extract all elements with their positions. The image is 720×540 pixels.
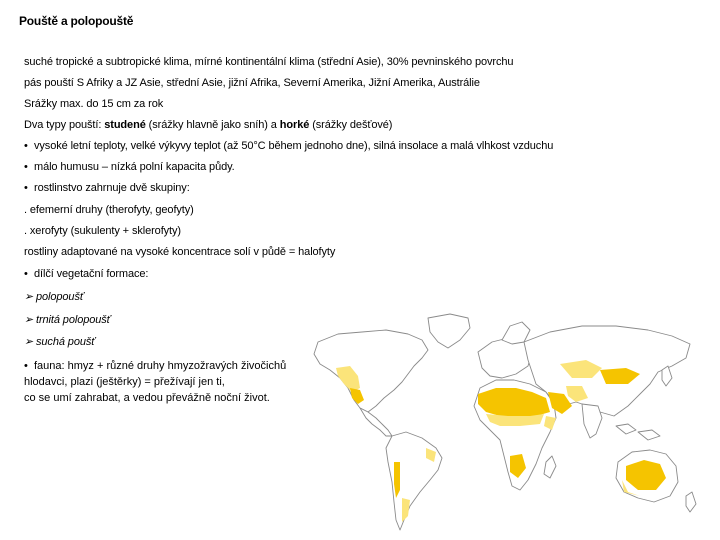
humus-bullet: [24, 161, 235, 173]
distribution-text: pás pouští S Afriky a JZ Asie, střední Asie, jižní Afrika, Severní Amerika, Jižní Amerika, Austrálie: [24, 77, 480, 89]
hot-desert-term: horké: [279, 119, 310, 131]
formation-item: [24, 335, 95, 348]
fauna-paragraph: [24, 358, 286, 406]
desert-types-middle: (srážky hlavně jako sníh) a: [145, 119, 280, 131]
formation-item: [24, 313, 110, 326]
climate-text: suché tropické a subtropické klima, mírné kontinentální klima (střední Asie), 30% pevninského povrchu: [24, 56, 514, 68]
formation-item: [24, 290, 84, 303]
desert-types-prefix: Dva typy pouští:: [24, 119, 105, 131]
landmass-north-america: [314, 330, 428, 412]
arrowhead-icon: ➢: [24, 336, 34, 348]
formations-bullet: [24, 268, 148, 280]
fauna-line: co se umí zahrabat, a vedou převážně noční život.: [24, 392, 270, 404]
landmass-new-zealand: [686, 492, 696, 512]
vegetation-text: rostlinstvo zahrnuje dvě skupiny:: [34, 182, 190, 194]
landmass-scandinavia: [502, 322, 530, 344]
page-title: Pouště a polopouště: [19, 14, 134, 28]
landmass-central-america: [360, 408, 392, 436]
formation-thorny: trnitá polopoušť: [36, 314, 111, 326]
formation-semidesert: polopoušť: [36, 291, 84, 303]
world-desert-map: [310, 312, 702, 537]
temperature-text: vysoké letní teploty, velké výkyvy teplot (až 50°C během jednoho dne), silná insolace a malá vlhkost vzduchu: [34, 140, 554, 152]
landmass-japan: [662, 366, 672, 386]
bullet-icon: •: [24, 360, 28, 372]
ephemeral-text: . efemerní druhy (therofyty, geofyty): [24, 204, 194, 216]
formations-text: dílčí vegetační formace:: [34, 268, 149, 280]
xerophytes-text: . xerofyty (sukulenty + sklerofyty): [24, 225, 181, 237]
humus-text: málo humusu – nízká polní kapacita půdy.: [34, 161, 235, 173]
desert-patagonia: [402, 498, 410, 522]
desert-types-text: [24, 119, 392, 131]
cold-desert-term: studené: [104, 119, 146, 131]
halophytes-text: rostliny adaptované na vysoké koncentrace solí v půdě = halofyty: [24, 246, 336, 258]
arrowhead-icon: ➢: [24, 291, 34, 303]
precipitation-text: Srážky max. do 15 cm za rok: [24, 98, 164, 110]
bullet-icon: •: [24, 182, 28, 194]
landmass-india: [582, 404, 602, 438]
formation-dry-desert: suchá poušť: [36, 336, 96, 348]
landmass-greenland: [428, 314, 470, 348]
landmass-madagascar: [544, 456, 556, 478]
arrowhead-icon: ➢: [24, 314, 34, 326]
fauna-line: • fauna: hmyz + různé druhy hmyzožravých živočichů: [24, 360, 287, 372]
desert-types-suffix: (srážky dešťové): [309, 119, 393, 131]
bullet-icon: •: [24, 140, 28, 152]
landmass-europe: [478, 338, 532, 378]
vegetation-bullet: [24, 182, 190, 194]
temperature-bullet: [24, 140, 553, 152]
bullet-icon: •: [24, 268, 28, 280]
landmass-indonesia: [616, 424, 660, 440]
fauna-line: hlodavci, plazi (ještěrky) = přežívají jen ti,: [24, 376, 225, 388]
bullet-icon: •: [24, 161, 28, 173]
